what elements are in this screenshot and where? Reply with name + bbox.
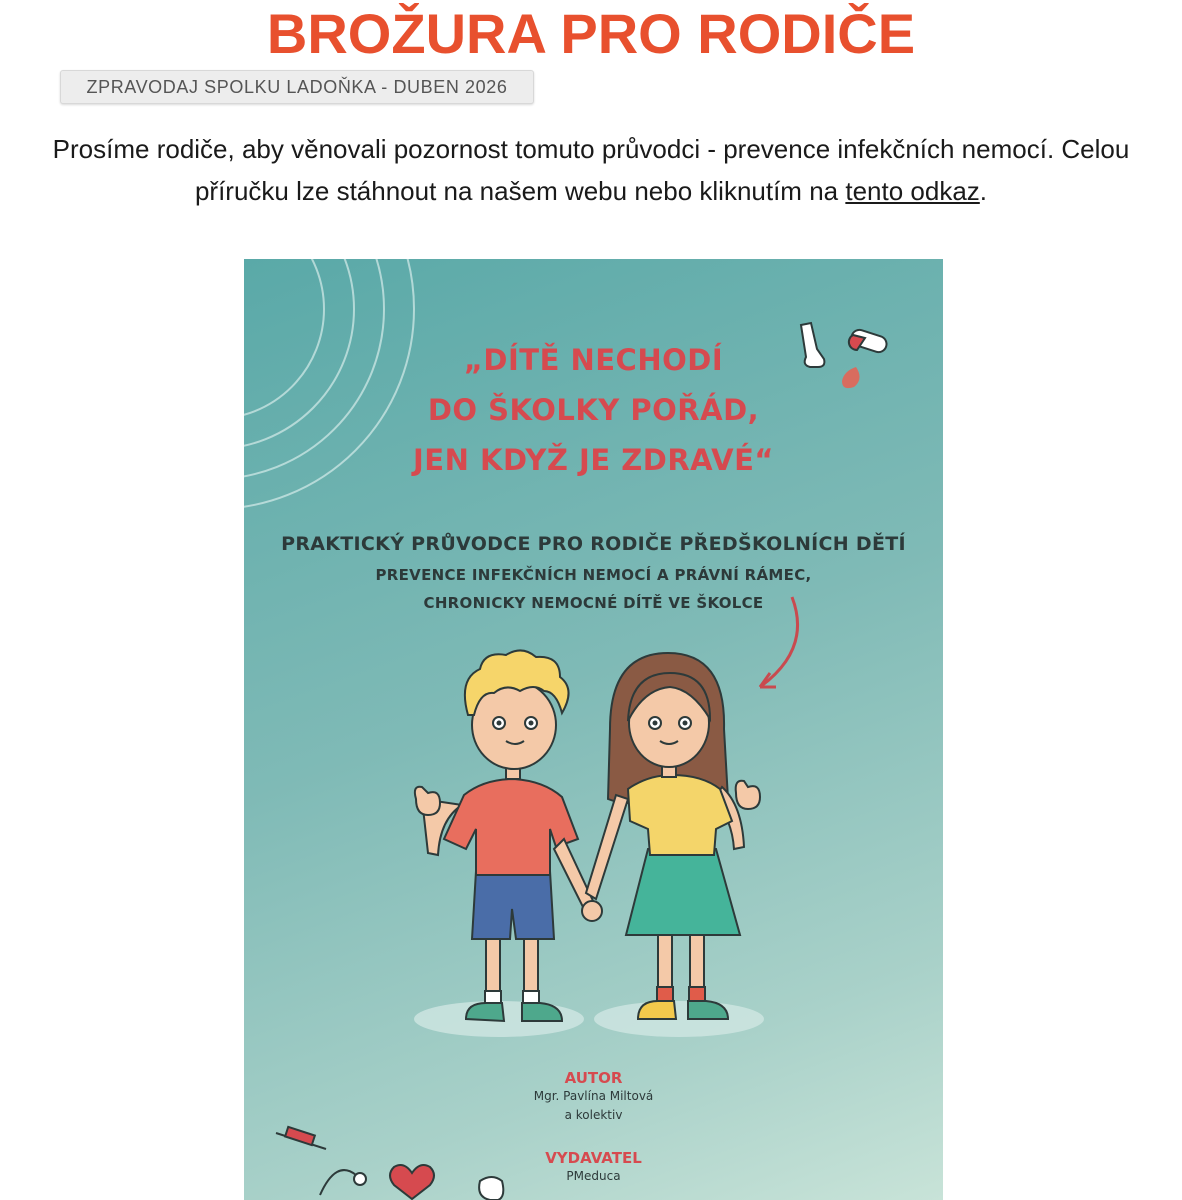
cover-author [244,1069,943,1125]
author-label: AUTOR [564,1069,623,1087]
intro-text: Prosíme rodiče, aby věnovali pozornost tomuto průvodci - prevence infekčních nemocí. Celou příručku lze stáhnout na našem webu nebo kliknutím na [52,134,1130,206]
intro-end: . [979,176,988,206]
cover-quote [244,335,943,485]
newsletter-tag: ZPRAVODAJ SPOLKU LADOŇKA - DUBEN 2026 [60,70,534,104]
girl-illustration [586,653,760,1019]
topic-line: PREVENCE INFEKČNÍCH NEMOCÍ A PRÁVNÍ RÁMEC, [375,566,812,584]
holding-hands [582,901,602,921]
page-title: BROŽURA PRO RODIČE [266,2,916,65]
publisher-label: VYDAVATEL [545,1149,642,1167]
download-link[interactable]: tento odkaz [845,176,980,206]
cover-topics [244,561,943,617]
cover-subtitle: PRAKTICKÝ PRŮVODCE PRO RODIČE PŘEDŠKOLNÍCH DĚTÍ [281,533,906,555]
author-name: Mgr. Pavlína Miltová [533,1089,654,1103]
publisher-name: PMeduca [566,1169,621,1183]
author-note: a kolektiv [564,1108,623,1122]
intro-paragraph [40,128,1142,212]
syringe-icon [276,1127,326,1149]
quote-line: JEN KDYŽ JE ZDRAVÉ“ [413,443,774,477]
topic-line: CHRONICKY NEMOCNÉ DÍTĚ VE ŠKOLCE [423,594,764,612]
brochure-cover-image[interactable] [244,259,943,1200]
quote-line: DO ŠKOLKY POŘÁD, [427,393,760,427]
cover-publisher [244,1149,943,1186]
quote-line: „DÍTĚ NECHODÍ [463,343,724,377]
boy-illustration [415,650,594,1021]
